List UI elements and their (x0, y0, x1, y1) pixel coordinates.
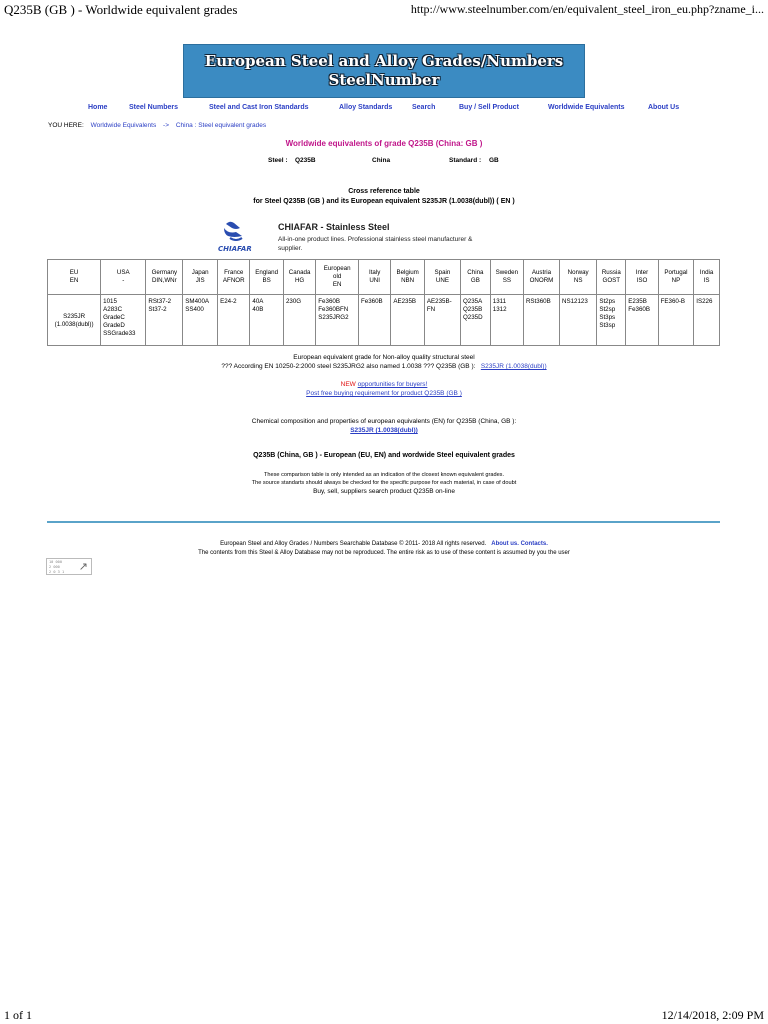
cell-line: Fe360B (361, 298, 383, 305)
cell-line: Q235B (462, 306, 483, 313)
cell-line: RSt37-2 (148, 298, 172, 305)
table-cell (523, 295, 559, 346)
chemical-link[interactable]: S235JR (1.0038(dubl)) (350, 427, 418, 434)
header-line: JIS (195, 277, 205, 284)
cell-line: St3sp (599, 322, 616, 329)
cell-line: 40A (252, 298, 264, 305)
header-line: SS (502, 277, 511, 284)
cell-line: S235JR (63, 313, 86, 320)
table-header-cell (694, 260, 720, 295)
table-header-cell (658, 260, 694, 295)
table-header-cell (597, 260, 626, 295)
cell-line: NS12123 (562, 298, 588, 305)
header-line: ISO (636, 277, 648, 284)
eu-equivalent-link[interactable]: S235JR (1.0038(dubl)) (480, 363, 547, 370)
table-cell (391, 295, 425, 346)
buyers-opportunities-link[interactable]: opportunities for buyers! (357, 381, 428, 388)
table-header-cell (218, 260, 250, 295)
table-header-cell (424, 260, 460, 295)
table-header-cell (626, 260, 658, 295)
eu-equivalent-line-1: European equivalent grade for Non-alloy quality structural steel (293, 354, 475, 361)
cell-line: (1.0038(dubl)) (54, 321, 94, 328)
cell-line: Fe360B (318, 298, 340, 305)
header-line: EN (332, 281, 342, 288)
header-line: UNE (435, 277, 449, 284)
nav-home[interactable]: Home (88, 104, 108, 111)
counter-text: 10 000 2 000 2 0 3 1 (49, 560, 65, 574)
header-line: NS (573, 277, 583, 284)
comparison-note-2: The source standarts should always be checked for the specific purpose for each material, in case of doubt (251, 480, 517, 486)
header-line: Russia (601, 269, 621, 276)
chiafar-logo (216, 220, 256, 254)
external-arrow-icon: ↗ (78, 561, 88, 573)
header-line: India (699, 269, 714, 276)
breadcrumb (48, 122, 271, 129)
cell-line: St3ps (599, 314, 616, 321)
header-line: GOST (602, 277, 621, 284)
cell-line: E235B (628, 298, 647, 305)
cell-line: Fe360BFN (318, 306, 349, 313)
header-line: NBN (401, 277, 415, 284)
table-header-cell (460, 260, 490, 295)
page-title: Worldwide equivalents of grade Q235B (China: GB ) (285, 139, 483, 148)
table-cell (560, 295, 597, 346)
header-line: England (255, 269, 279, 276)
standard-label: Standard : (449, 157, 482, 164)
table-cell (316, 295, 359, 346)
cell-line: 1311 (492, 298, 507, 305)
chiafar-logo-text: CHIAFAR (218, 245, 252, 253)
table-cell (48, 295, 101, 346)
xref-line-2: for Steel Q235B (GB ) and its European equivalent S235JR (1.0038(dubl)) ( EN ) (253, 198, 515, 205)
header-line: NP (671, 277, 681, 284)
table-header-cell (316, 260, 359, 295)
header-line: Portugal (664, 269, 688, 276)
table-header-cell (250, 260, 284, 295)
top-nav (0, 104, 768, 118)
cell-line: S235JRG2 (318, 314, 349, 321)
cell-line: IS226 (696, 298, 713, 305)
print-datetime: 12/14/2018, 2:09 PM (661, 1008, 764, 1022)
header-line: France (224, 269, 244, 276)
cell-line: FE360-B (660, 298, 686, 305)
steel-label: Steel : (268, 157, 288, 164)
header-line: Norway (567, 269, 589, 276)
post-buying-link[interactable]: Post free buying requirement for product Q235B (GB ) (306, 390, 462, 397)
table-header-cell (391, 260, 425, 295)
cell-line: 1312 (492, 306, 507, 313)
cell-line: E24-2 (220, 298, 237, 305)
table-header-cell (146, 260, 183, 295)
cell-line: AE235B (393, 298, 417, 305)
header-line: Belgium (396, 269, 419, 276)
xref-line-1: Cross reference table (348, 188, 420, 195)
table-cell (490, 295, 523, 346)
cell-line: 40B (252, 306, 264, 313)
site-footer (0, 540, 768, 558)
counter-badge[interactable] (46, 558, 92, 575)
breadcrumb-separator: -> (163, 122, 169, 129)
header-line: AFNOR (222, 277, 245, 284)
header-line: Spain (434, 269, 451, 276)
nav-standards[interactable]: Steel and Cast Iron Standards (209, 104, 309, 111)
cell-line: GradeD (103, 322, 125, 329)
header-line: Japan (191, 269, 209, 276)
header-line: EU (69, 269, 79, 276)
table-header-cell (523, 260, 559, 295)
footer-about-link[interactable]: About us. Contacts. (491, 541, 548, 547)
cell-line: Fe360B (628, 306, 650, 313)
print-page-number: 1 of 1 (4, 1008, 32, 1022)
table-cell (424, 295, 460, 346)
cell-line: 1015 (103, 298, 117, 305)
site-banner[interactable] (183, 44, 585, 98)
bottom-heading: Q235B (China, GB ) - European (EU, EN) and wordwide Steel equivalent grades (253, 452, 515, 459)
nav-about-us[interactable]: About Us (648, 104, 680, 111)
footer-copyright: European Steel and Alloy Grades / Numbers Searchable Database © 2011- 2018 All rights reserved. (220, 541, 487, 547)
eu-equivalent-line-2: ??? According EN 10250-2:2000 steel S235JRG2 also named 1.0038 ??? Q235B (GB ): (221, 363, 476, 370)
nav-buy-sell[interactable]: Buy / Sell Product (459, 104, 519, 111)
cell-line: GradeC (103, 314, 125, 321)
print-page-title: Q235B (GB ) - Worldwide equivalent grades (4, 2, 238, 17)
table-header-cell (48, 260, 101, 295)
standard-value: GB (489, 157, 499, 164)
table-header-row (48, 260, 720, 295)
table-header-cell (560, 260, 597, 295)
table-cell (101, 295, 146, 346)
table-cell (283, 295, 315, 346)
cross-reference-title (0, 187, 768, 207)
cell-line: SSGrade33 (103, 330, 136, 337)
header-line: IS (703, 277, 710, 284)
header-line: Austria (531, 269, 552, 276)
cell-line: 230G (285, 298, 302, 305)
footer-divider (47, 521, 720, 523)
nav-worldwide-equivalents[interactable]: Worldwide Equivalents (548, 104, 625, 111)
header-line: Canada (288, 269, 311, 276)
table-cell (658, 295, 694, 346)
table-row (48, 295, 720, 346)
nav-steel-numbers[interactable]: Steel Numbers (129, 104, 179, 111)
table-cell (626, 295, 658, 346)
chemical-block (0, 417, 768, 435)
ad-title[interactable]: CHIAFAR - Stainless Steel (278, 222, 390, 232)
cell-line: Q235D (462, 314, 483, 321)
header-line: China (467, 269, 484, 276)
header-line: Sweden (495, 269, 519, 276)
cell-line: Q235A (462, 298, 483, 305)
header-line: European (323, 265, 351, 272)
header-line: ONORM (529, 277, 554, 284)
banner-line-2: SteelNumber (328, 71, 440, 89)
steel-value: Q235B (295, 157, 316, 164)
table-header-cell (490, 260, 523, 295)
new-badge: NEW (340, 381, 356, 388)
cell-line: A283C (103, 306, 123, 313)
cell-line: AE235B- (426, 298, 452, 305)
nav-search[interactable]: Search (412, 104, 436, 111)
cell-line: St37-2 (148, 306, 167, 313)
header-line: HG (294, 277, 305, 284)
table-cell (183, 295, 218, 346)
cell-line: SS400 (185, 306, 204, 313)
breadcrumb-china[interactable]: China : Steel equivalent grades (175, 122, 267, 129)
header-line: Inter (635, 269, 649, 276)
header-line: EN (69, 277, 79, 284)
table-cell (146, 295, 183, 346)
table-cell (460, 295, 490, 346)
header-line: Italy (368, 269, 381, 276)
ad-text: All-in-one product lines. Professional stainless steel manufacturer & supplier. (278, 236, 473, 252)
equivalents-table (47, 259, 720, 346)
comparison-note-1: These comparison table is only intended as an indication of the closest known equivalent grades. (263, 472, 505, 478)
table-header-cell (101, 260, 146, 295)
header-line: - (122, 277, 125, 284)
nav-alloy-standards[interactable]: Alloy Standards (339, 104, 393, 111)
breadcrumb-prefix: YOU HERE: (48, 122, 84, 129)
cell-line: FN (426, 306, 436, 313)
header-line: Germany (151, 269, 178, 276)
header-line: old (333, 273, 342, 280)
table-cell (250, 295, 284, 346)
buyers-block (0, 380, 768, 398)
table-cell (694, 295, 720, 346)
footer-disclaimer: The contents from this Steel & Alloy Database may not be reproduced. The entire risk as to use of these content is assumed by you the user (198, 550, 570, 556)
cell-line: RSt360B (525, 298, 551, 305)
header-line: DIN,WNr (151, 277, 177, 284)
comparison-notes (0, 471, 768, 496)
header-line: BS (262, 277, 271, 284)
cell-line: St2sp (599, 306, 616, 313)
buy-sell-search-text: Buy, sell, suppliers search product Q235B on-line (313, 488, 455, 495)
table-header-cell (183, 260, 218, 295)
table-header-cell (283, 260, 315, 295)
table-header-cell (359, 260, 391, 295)
eu-equivalent-block (0, 353, 768, 371)
print-page-url: http://www.steelnumber.com/en/equivalent_steel_iron_eu.php?zname_i... (410, 2, 764, 16)
table-cell (359, 295, 391, 346)
header-line: USA (116, 269, 130, 276)
cell-line: St2ps (599, 298, 616, 305)
table-cell (597, 295, 626, 346)
chiafar-ad[interactable] (214, 220, 474, 254)
breadcrumb-worldwide[interactable]: Worldwide Equivalents (90, 122, 157, 129)
banner-line-1: European Steel and Alloy Grades/Numbers (204, 52, 564, 70)
header-line: UNI (369, 277, 380, 284)
country-value: China (372, 157, 391, 164)
table-cell (218, 295, 250, 346)
header-line: GB (470, 277, 480, 284)
cell-line: SM400A (185, 298, 210, 305)
chemical-text: Chemical composition and properties of european equivalents (EN) for Q235B (China, GB ): (251, 418, 517, 425)
